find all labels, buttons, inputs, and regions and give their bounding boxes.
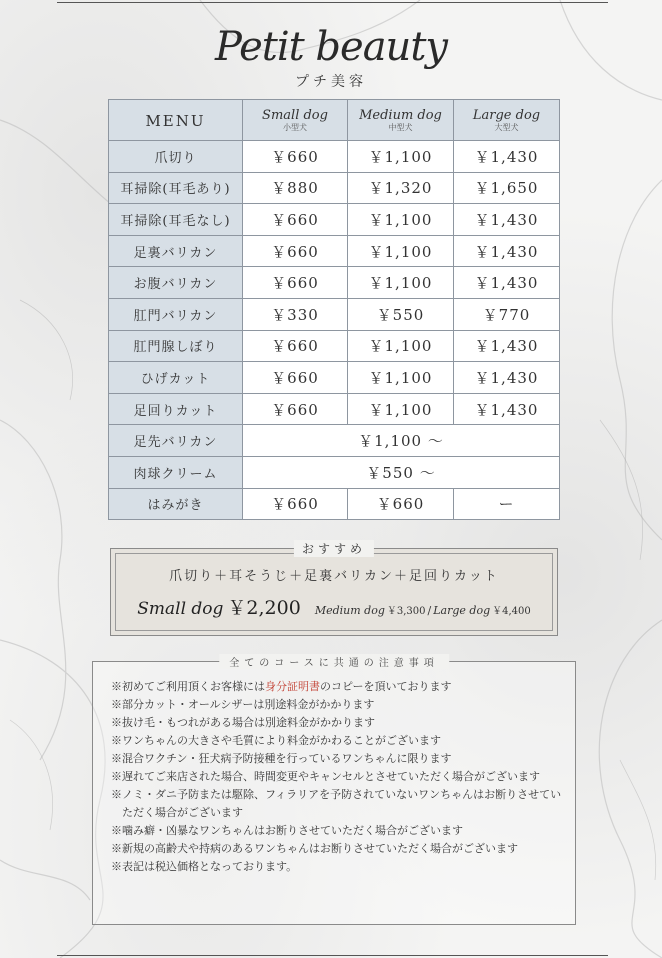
table-row bbox=[109, 298, 560, 330]
price-small: ￥660 bbox=[243, 141, 348, 173]
note-item: ※表記は税込価格となっております。 bbox=[111, 860, 298, 873]
size-label-en: Medium dog bbox=[359, 107, 442, 123]
service-name: 肛門腺しぼり bbox=[109, 330, 243, 362]
recommend-course: 爪切り＋耳そうじ＋足裏バリカン＋足回りカット bbox=[169, 569, 499, 584]
size-header-small bbox=[243, 100, 348, 141]
recommend-box bbox=[110, 542, 558, 636]
bottom-border-line bbox=[57, 955, 608, 956]
size-label-en: Small dog bbox=[262, 107, 328, 123]
service-name: 足先バリカン bbox=[109, 425, 243, 457]
service-name: 肛門バリカン bbox=[109, 298, 243, 330]
service-name: 耳掃除(耳毛あり) bbox=[109, 172, 243, 204]
service-name: 足裏バリカン bbox=[109, 235, 243, 267]
price-small: ￥660 bbox=[243, 267, 348, 299]
recommend-medium-label: Medium dog bbox=[314, 604, 385, 617]
table-row bbox=[109, 362, 560, 394]
size-label-jp: 小型犬 bbox=[283, 122, 307, 132]
notes-list bbox=[111, 678, 563, 876]
size-header-large bbox=[454, 100, 560, 141]
table-row bbox=[109, 488, 560, 520]
notes-title: 全てのコースに共通の注意事項 bbox=[219, 654, 449, 669]
price-small: ￥660 bbox=[243, 393, 348, 425]
table-row bbox=[109, 267, 560, 299]
price-small: ￥880 bbox=[243, 172, 348, 204]
note-text: のコピーを頂いております bbox=[320, 680, 452, 693]
size-label-en: Large dog bbox=[472, 107, 541, 123]
price-medium: ￥1,100 bbox=[348, 235, 454, 267]
price-large: ￥1,430 bbox=[454, 393, 560, 425]
table-row bbox=[109, 172, 560, 204]
price-large: ￥1,430 bbox=[454, 267, 560, 299]
recommend-medium-price: ￥3,300 bbox=[386, 606, 426, 617]
note-item bbox=[111, 678, 563, 696]
note-item: ※新規の高齢犬や持病のあるワンちゃんはお断りさせていただく場合がございます bbox=[111, 842, 518, 855]
top-border-line bbox=[57, 2, 608, 3]
page-title: Petit beauty bbox=[214, 24, 447, 70]
price-medium: ￥1,100 bbox=[348, 141, 454, 173]
note-item: ※抜け毛・もつれがある場合は別途料金がかかります bbox=[111, 716, 375, 729]
price-large: ￥1,430 bbox=[454, 204, 560, 236]
price-medium: ￥550 bbox=[348, 298, 454, 330]
price-all-sizes: ￥1,100 〜 bbox=[243, 425, 560, 457]
price-large: ￥1,430 bbox=[454, 330, 560, 362]
table-row bbox=[109, 141, 560, 173]
price-medium: ￥1,100 bbox=[348, 362, 454, 394]
price-small: ￥660 bbox=[243, 362, 348, 394]
price-medium: ￥1,100 bbox=[348, 204, 454, 236]
price-medium: ￥1,100 bbox=[348, 393, 454, 425]
service-name: 耳掃除(耳毛なし) bbox=[109, 204, 243, 236]
price-large: ￥1,430 bbox=[454, 362, 560, 394]
table-row bbox=[109, 204, 560, 236]
price-medium: ￥1,100 bbox=[348, 267, 454, 299]
table-row-merged bbox=[109, 456, 560, 488]
table-header-row bbox=[109, 100, 560, 141]
price-large: ￥1,430 bbox=[454, 235, 560, 267]
table-row bbox=[109, 235, 560, 267]
recommend-prices bbox=[111, 593, 557, 620]
price-large: ￥1,430 bbox=[454, 141, 560, 173]
recommend-small-label: Small dog bbox=[137, 599, 224, 619]
menu-label: MENU bbox=[145, 111, 206, 130]
note-text: ※初めてご利用頂くお客様には bbox=[111, 680, 265, 693]
price-large: ￥770 bbox=[454, 298, 560, 330]
price-small: ￥660 bbox=[243, 204, 348, 236]
service-name: お腹バリカン bbox=[109, 267, 243, 299]
service-name: 足回りカット bbox=[109, 393, 243, 425]
price-small: ￥660 bbox=[243, 235, 348, 267]
service-name: ひげカット bbox=[109, 362, 243, 394]
size-header-medium bbox=[348, 100, 454, 141]
note-item: ※混合ワクチン・狂犬病予防接種を行っているワンちゃんに限ります bbox=[111, 752, 452, 765]
table-row-merged bbox=[109, 425, 560, 457]
recommend-large-label: Large dog bbox=[433, 604, 491, 617]
page-subtitle: プチ美容 bbox=[295, 74, 367, 90]
recommend-large-price: ￥4,400 bbox=[492, 606, 531, 617]
menu-header-cell bbox=[109, 100, 243, 141]
price-medium: ￥660 bbox=[348, 488, 454, 520]
price-large: ー bbox=[454, 488, 560, 520]
note-item: ※遅れてご来店された場合、時間変更やキャンセルとさせていただく場合がございます bbox=[111, 770, 540, 783]
table-row bbox=[109, 393, 560, 425]
service-name: 肉球クリーム bbox=[109, 456, 243, 488]
note-item: ※ノミ・ダニ予防または駆除、フィラリアを予防されていないワンちゃんはお断りさせていただく場合がございます bbox=[111, 788, 562, 819]
note-item: ※噛み癖・凶暴なワンちゃんはお断りさせていただく場合がございます bbox=[111, 824, 463, 837]
size-label-jp: 中型犬 bbox=[388, 122, 413, 132]
recommend-title: おすすめ bbox=[294, 540, 374, 557]
table-row bbox=[109, 330, 560, 362]
note-highlight: 身分証明書 bbox=[265, 680, 320, 693]
notes-box bbox=[92, 658, 576, 925]
recommend-separator: / bbox=[427, 604, 432, 617]
price-large: ￥1,650 bbox=[454, 172, 560, 204]
price-medium: ￥1,100 bbox=[348, 330, 454, 362]
price-table bbox=[108, 99, 560, 520]
price-small: ￥660 bbox=[243, 488, 348, 520]
note-item: ※ワンちゃんの大きさや毛質により料金がかわることがございます bbox=[111, 734, 441, 747]
recommend-small-price: ￥2,200 bbox=[227, 597, 301, 619]
service-name: 爪切り bbox=[109, 141, 243, 173]
note-item: ※部分カット・オールシザーは別途料金がかかります bbox=[111, 698, 375, 711]
price-medium: ￥1,320 bbox=[348, 172, 454, 204]
price-small: ￥660 bbox=[243, 330, 348, 362]
size-label-jp: 大型犬 bbox=[494, 122, 519, 132]
price-all-sizes: ￥550 〜 bbox=[243, 456, 560, 488]
price-small: ￥330 bbox=[243, 298, 348, 330]
service-name: はみがき bbox=[109, 488, 243, 520]
